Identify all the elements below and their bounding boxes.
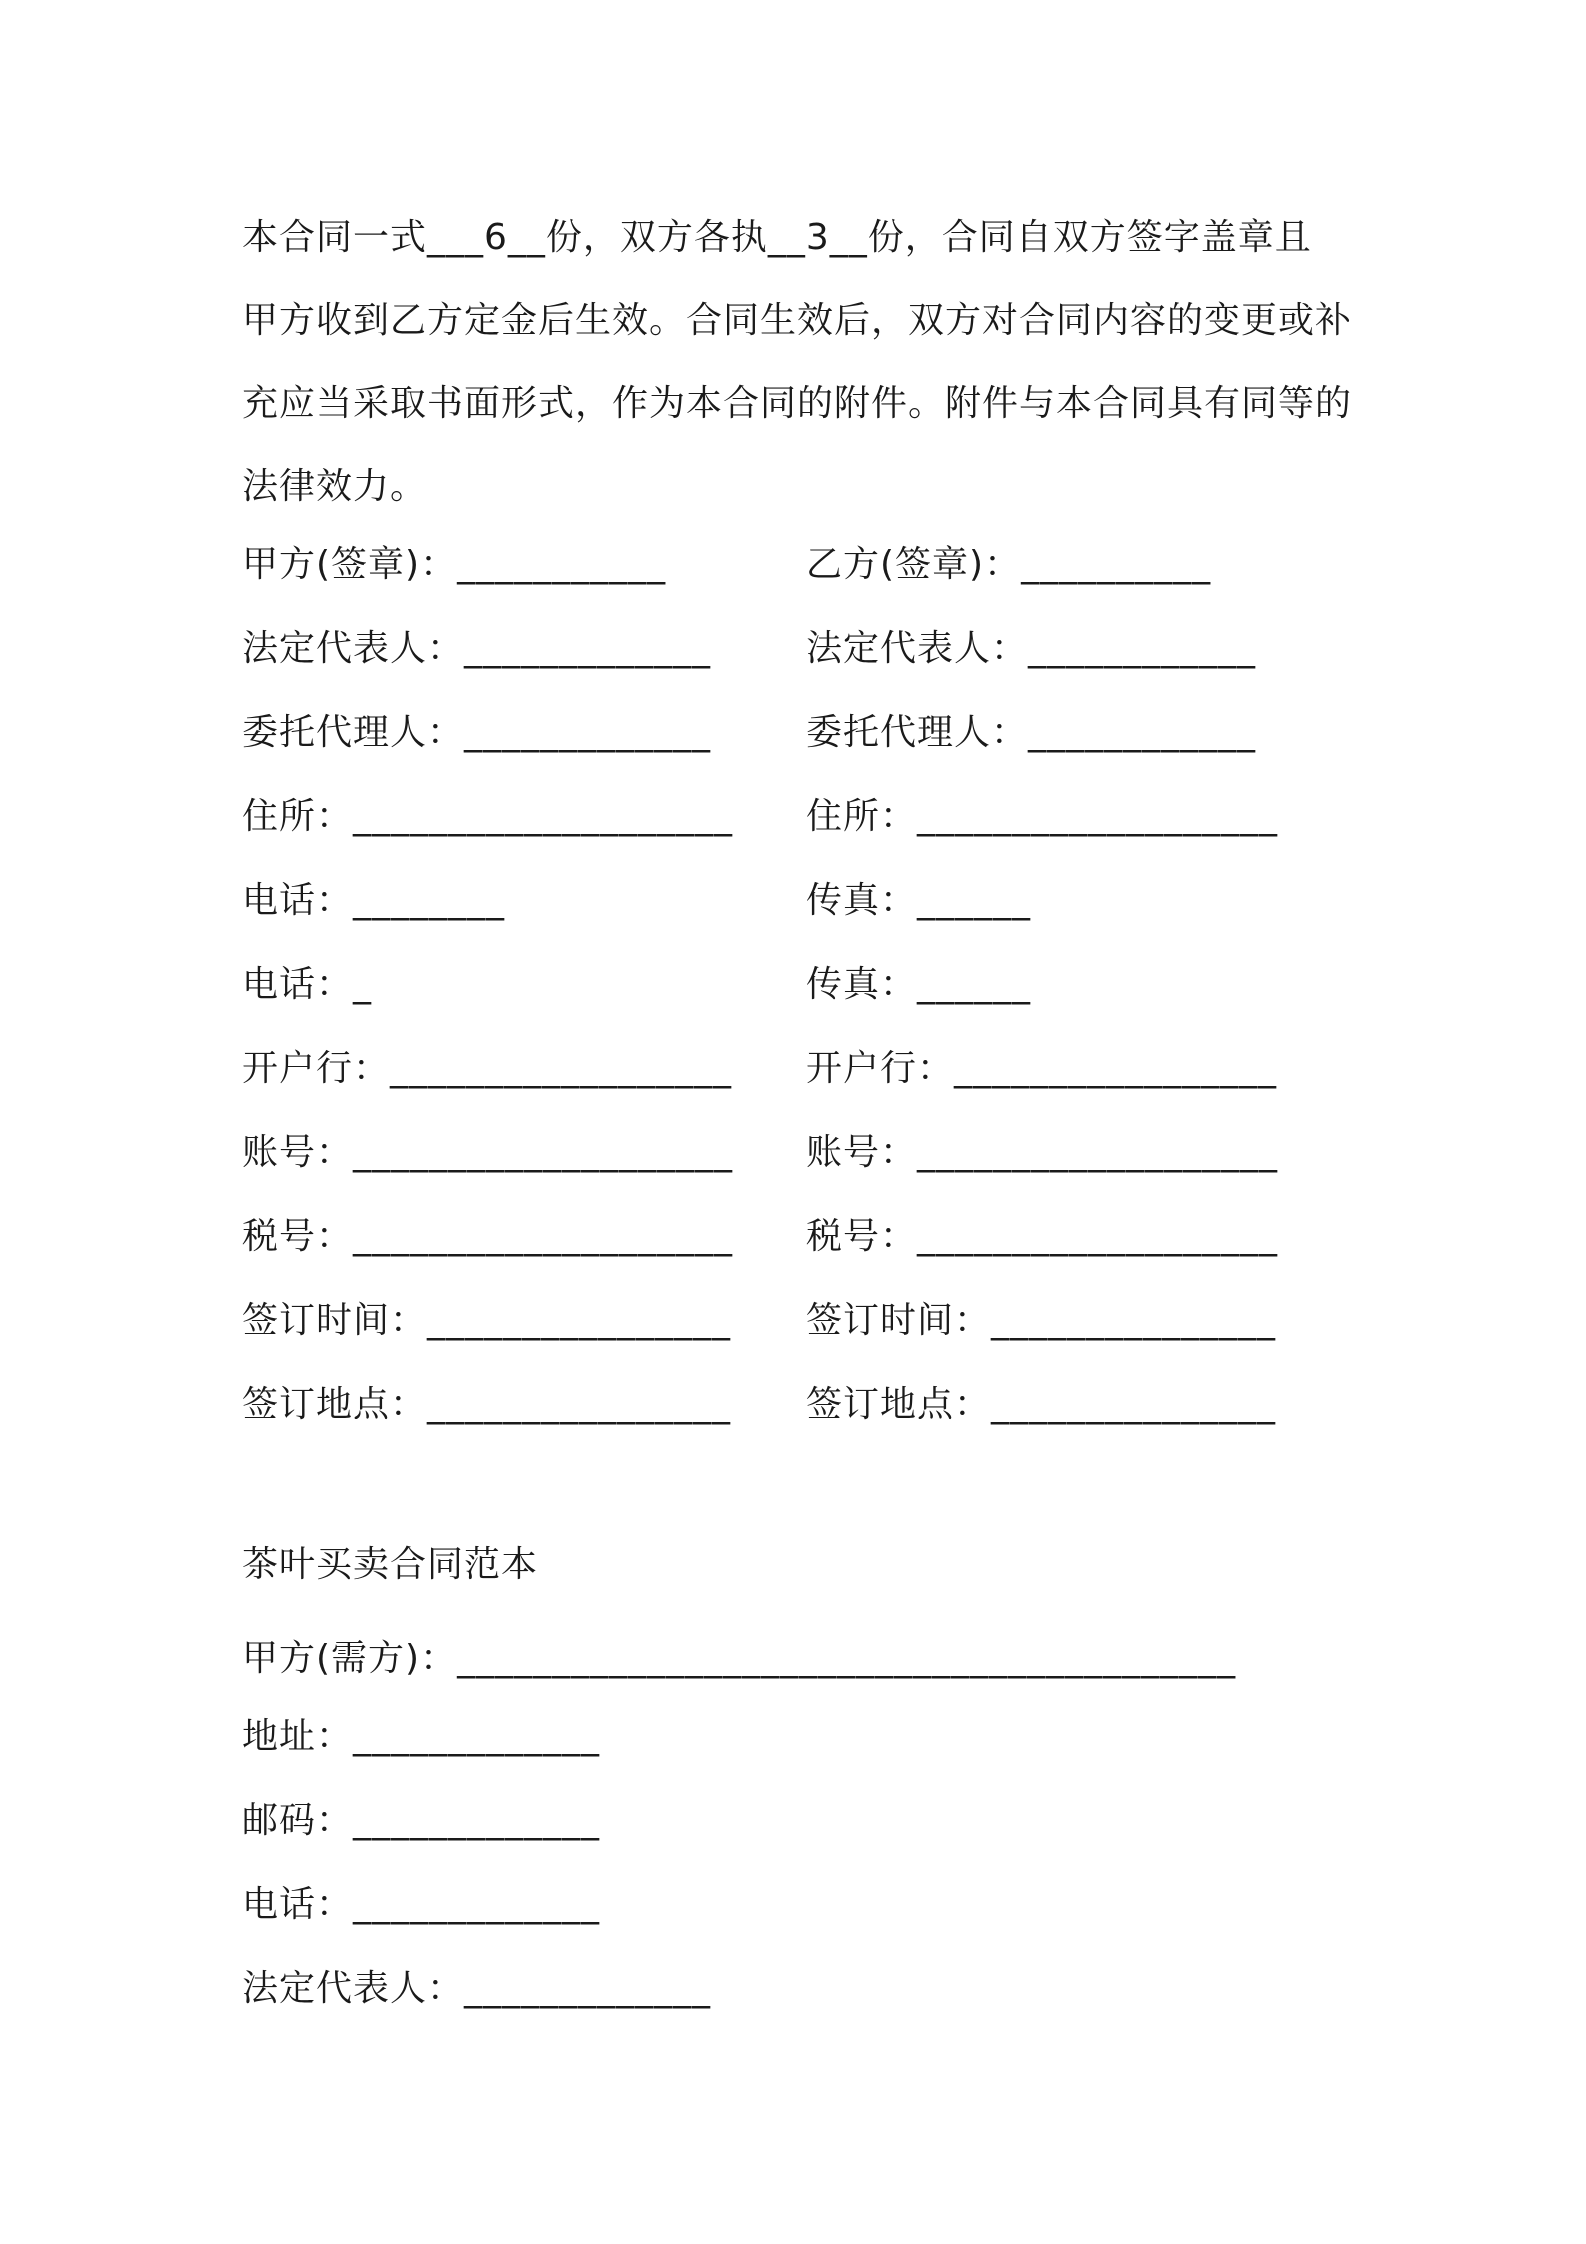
party-b-sign-date-field: 签订时间：_______________ <box>806 1300 1277 1341</box>
party-b-fax-field-2: 传真：______ <box>806 964 1032 1005</box>
tea-contract-title: 茶叶买卖合同范本 <box>242 1544 539 1585</box>
party-a-sign-date-field: 签订时间：________________ <box>242 1300 732 1341</box>
party-b-account-field: 账号：___________________ <box>806 1132 1279 1173</box>
paragraph-line: 法律效力。 <box>242 466 428 507</box>
party-a-tax-id-field: 税号：____________________ <box>242 1216 734 1257</box>
validity-clause-paragraph <box>242 196 1362 528</box>
party-b-legal-rep-field: 法定代表人：____________ <box>806 628 1257 669</box>
party-a-phone-field: 电话：________ <box>242 880 506 921</box>
party-a-legal-rep-field: 法定代表人：_____________ <box>242 628 712 669</box>
party-b-sign-place-field: 签订地点：_______________ <box>806 1384 1277 1425</box>
party-a-agent-field: 委托代理人：_____________ <box>242 712 712 753</box>
party-b-seal-field: 乙方(签章)：__________ <box>806 544 1212 585</box>
buyer-field: 甲方(需方)：_________________________________________ <box>242 1638 1237 1679</box>
party-a-sign-place-field: 签订地点：________________ <box>242 1384 732 1425</box>
paragraph-line: 充应当采取书面形式，作为本合同的附件。附件与本合同具有同等的 <box>242 383 1353 424</box>
party-a-phone-field-2: 电话：_ <box>242 964 373 1005</box>
paragraph-line: 本合同一式___6__份，双方各执__3__份，合同自双方签字盖章且 <box>242 217 1312 258</box>
party-a-address-field: 住所：____________________ <box>242 796 734 837</box>
buyer-postcode-field: 邮码：_____________ <box>242 1800 601 1841</box>
party-b-agent-field: 委托代理人：____________ <box>806 712 1257 753</box>
party-b-fax-field: 传真：______ <box>806 880 1032 921</box>
party-b-address-field: 住所：___________________ <box>806 796 1279 837</box>
buyer-phone-field: 电话：_____________ <box>242 1884 601 1925</box>
buyer-address-field: 地址：_____________ <box>242 1716 601 1757</box>
party-a-seal-field: 甲方(签章)：___________ <box>242 544 667 585</box>
party-a-bank-field: 开户行：__________________ <box>242 1048 733 1089</box>
party-b-bank-field: 开户行：_________________ <box>806 1048 1278 1089</box>
party-b-tax-id-field: 税号：___________________ <box>806 1216 1279 1257</box>
party-a-account-field: 账号：____________________ <box>242 1132 734 1173</box>
buyer-legal-rep-field: 法定代表人：_____________ <box>242 1968 712 2009</box>
paragraph-line: 甲方收到乙方定金后生效。合同生效后，双方对合同内容的变更或补 <box>242 300 1353 341</box>
